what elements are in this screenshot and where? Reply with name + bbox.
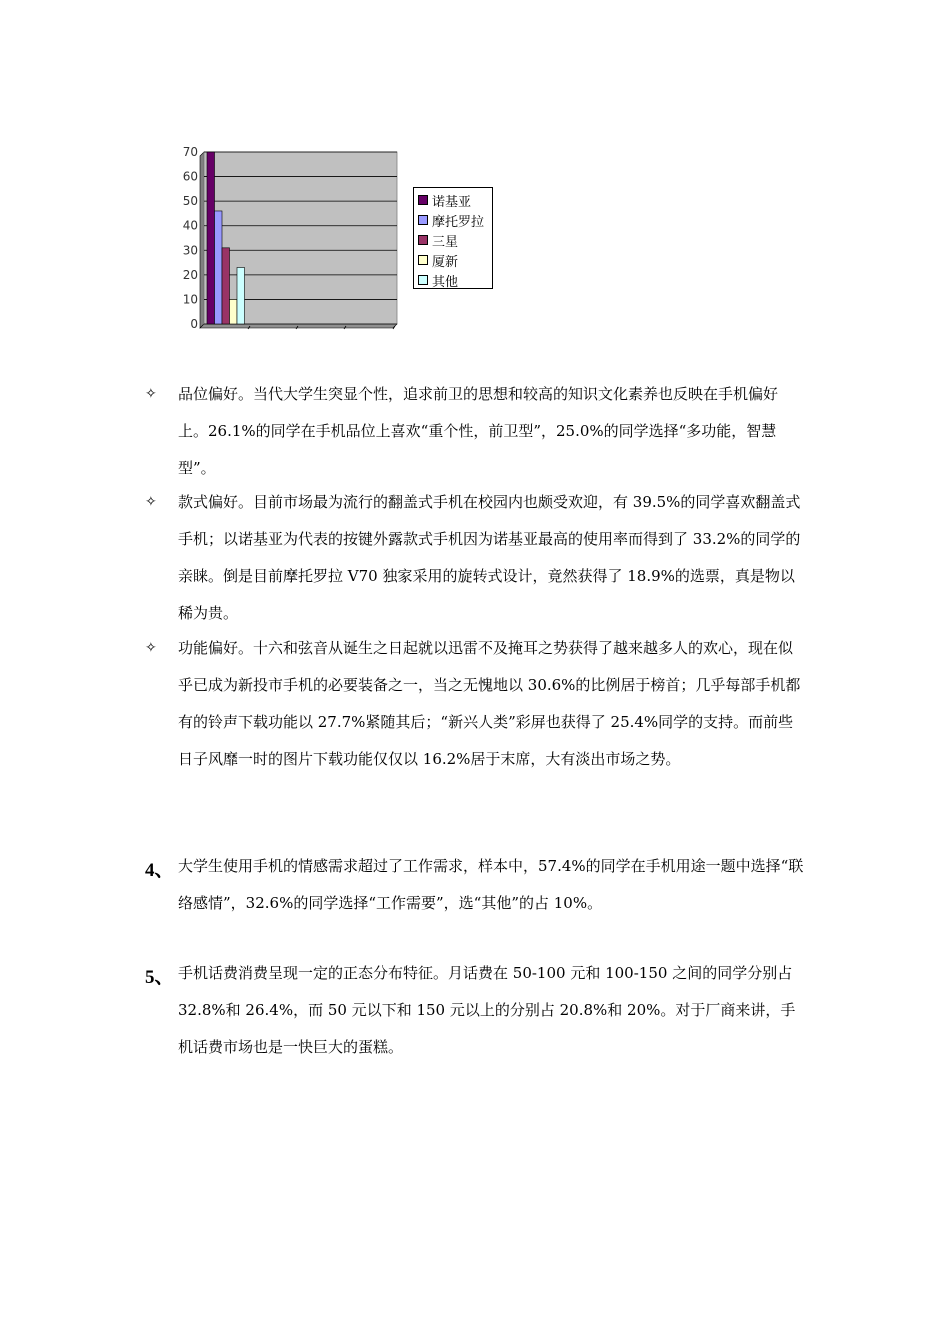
legend-label: 三星 bbox=[432, 234, 459, 250]
bullet-star-icon: ✧ bbox=[145, 494, 157, 510]
bar bbox=[215, 211, 223, 324]
bullet-function-preference bbox=[145, 640, 805, 778]
paragraph-text: 品位偏好。当代大学生突显个性，追求前卫的思想和较高的知识文化素养也反映在手机偏好上。26.1%的同学在手机品位上喜欢“重个性，前卫型”，25.0%的同学选择“多功能，智慧型”。 bbox=[178, 385, 779, 477]
legend-swatch-nokia bbox=[418, 195, 428, 205]
y-tick-label: 40 bbox=[182, 218, 198, 233]
legend-item bbox=[418, 270, 492, 290]
bar bbox=[207, 152, 215, 324]
bullet-taste-preference bbox=[145, 386, 805, 487]
plot-floor bbox=[200, 324, 397, 328]
legend-item bbox=[418, 250, 492, 270]
legend-label: 摩托罗拉 bbox=[432, 214, 485, 230]
plot-background bbox=[204, 152, 397, 324]
y-tick-label: 0 bbox=[190, 317, 198, 331]
legend-swatch-motorola bbox=[418, 215, 428, 225]
item-number: 5、 bbox=[145, 967, 174, 988]
y-tick-label: 10 bbox=[182, 292, 198, 307]
legend-swatch-other bbox=[418, 275, 428, 285]
y-tick-label: 20 bbox=[182, 267, 198, 282]
chart-legend bbox=[413, 187, 493, 289]
plot-side-wall bbox=[200, 152, 204, 328]
bullet-star-icon: ✧ bbox=[145, 640, 157, 656]
y-tick-label: 50 bbox=[182, 194, 198, 209]
paragraph-text: 大学生使用手机的情感需求超过了工作需求，样本中，57.4%的同学在手机用途一题中选择“联络感情”，32.6%的同学选择“工作需要”，选“其他”的占 10%。 bbox=[178, 857, 804, 912]
item-4 bbox=[145, 858, 810, 922]
legend-label: 诺基亚 bbox=[432, 194, 472, 210]
legend-swatch-samsung bbox=[418, 235, 428, 245]
bullet-star-icon: ✧ bbox=[145, 386, 157, 402]
legend-label: 其他 bbox=[432, 274, 459, 290]
legend-swatch-amoi bbox=[418, 255, 428, 265]
paragraph-text: 手机话费消费呈现一定的正态分布特征。月话费在 50-100 元和 100-150 之间的同学分别占 32.8%和 26.4%，而 50 元以下和 150 元以上的分别占 20.8%和 20%。对于厂商来讲，手机话费市场也是一快巨大的蛋糕。 bbox=[178, 964, 796, 1056]
paragraph-text: 款式偏好。目前市场最为流行的翻盖式手机在校园内也颇受欢迎，有 39.5%的同学喜欢翻盖式手机；以诺基亚为代表的按键外露款式手机因为诺基亚最高的使用率而得到了 33.2%的同学的亲睐。倒是目前摩托罗拉 V70 独家采用的旋转式设计，竟然获得了 18.9%的选票，真是物以稀为贵。 bbox=[178, 493, 801, 622]
item-number: 4、 bbox=[145, 860, 174, 881]
bar bbox=[230, 299, 238, 324]
legend-item bbox=[418, 210, 492, 230]
legend-item bbox=[418, 190, 492, 210]
y-tick-label: 30 bbox=[182, 243, 198, 258]
legend-label: 厦新 bbox=[432, 254, 459, 270]
item-5 bbox=[145, 965, 810, 1066]
paragraph-text: 功能偏好。十六和弦音从诞生之日起就以迅雷不及掩耳之势获得了越来越多人的欢心，现在似乎已成为新投市手机的必要装备之一，当之无愧地以 30.6%的比例居于榜首；几乎每部手机都有的铃声下载功能以 27.7%紧随其后；“新兴人类”彩屏也获得了 25.4%同学的支持。而前些日子风靡一时的图片下载功能仅仅以 16.2%居于末席，大有淡出市场之势。 bbox=[178, 639, 801, 768]
bullet-style-preference bbox=[145, 494, 805, 632]
y-tick-label: 70 bbox=[182, 145, 198, 159]
y-tick-label: 60 bbox=[182, 169, 198, 184]
bar bbox=[222, 248, 230, 324]
legend-item bbox=[418, 230, 492, 250]
bar bbox=[237, 267, 245, 324]
